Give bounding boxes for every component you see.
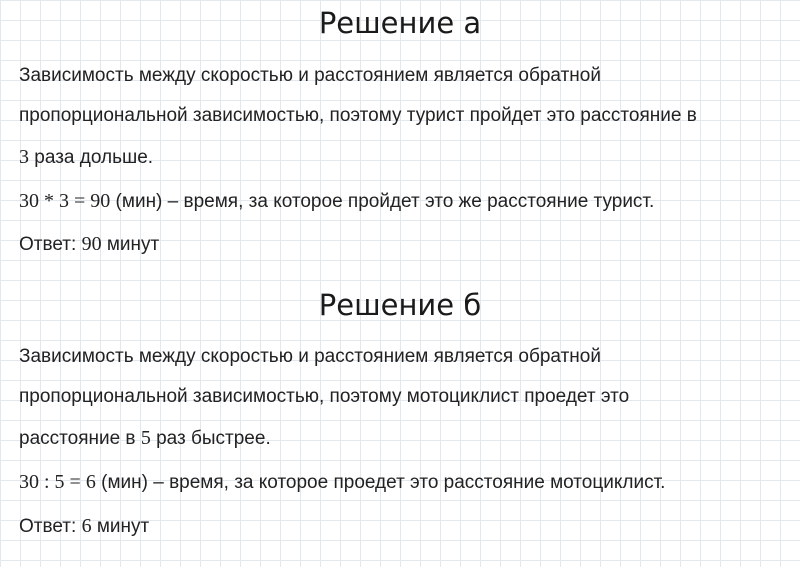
solution-a-answer-unit: минут [101,234,160,255]
solution-b-expression: 30 : 5 = 6 [19,471,96,493]
solution-a-expression: 30 * 3 = 90 [19,190,111,212]
solution-a-title: Решение а [318,6,482,40]
solution-b-line-3-tail: раз быстрее. [150,428,271,449]
solution-b-line-2: пропорциональной зависимостью, поэтому мотоциклист проедет это [19,386,630,407]
solution-b-answer-unit: минут [91,516,150,537]
solution-a-line-3-text: раза дольше. [29,147,154,168]
solution-a-answer-label: Ответ: [19,234,82,255]
solution-b-line-1: Зависимость между скоростью и расстоянием является обратной [19,346,601,367]
solution-a-calculation-text: (мин) – время, за которое пройдет это же расстояние турист. [110,191,655,212]
solution-b-title: Решение б [318,288,482,322]
solution-b-factor: 5 [140,427,151,449]
solution-b-calculation-text: (мин) – время, за которое проедет это расстояние мотоциклист. [95,472,666,493]
solution-b-answer-value: 6 [81,515,92,537]
solution-a-line-1: Зависимость между скоростью и расстоянием является обратной [19,65,601,86]
solution-a-line-2: пропорциональной зависимостью, поэтому турист пройдет это расстояние в [19,105,697,126]
solution-b-answer-label: Ответ: [19,516,82,537]
solution-a-answer [19,233,159,256]
solution-a-calculation [19,190,654,213]
solution-a-factor: 3 [19,146,29,168]
solution-b-calculation [19,471,665,494]
solution-a-answer-value: 90 [81,233,102,255]
solution-b-line-3 [19,427,271,450]
solution-b-line-3-text: расстояние в [19,428,141,449]
solution-a-line-3 [19,146,153,169]
solution-b-answer [19,515,149,538]
